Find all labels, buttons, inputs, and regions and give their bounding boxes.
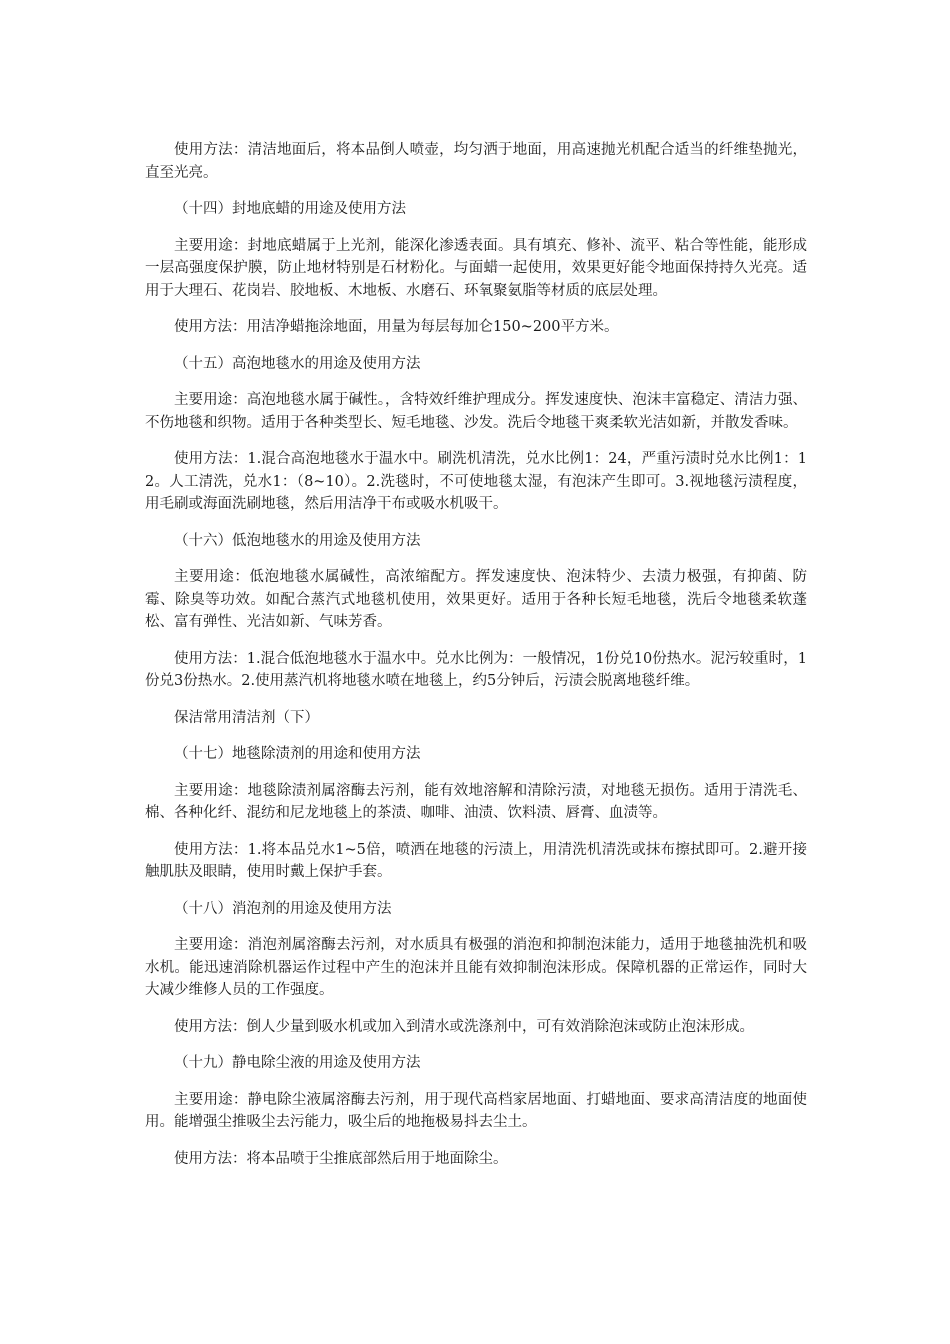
paragraph: 使用方法：用洁净蜡拖涂地面，用量为每层每加仑150~200平方米。 <box>174 319 619 335</box>
document-body <box>145 139 807 1184</box>
section-heading: （十七）地毯除渍剂的用途和使用方法 <box>174 746 421 762</box>
section-heading: （十六）低泡地毯水的用途及使用方法 <box>174 532 421 549</box>
section-heading: （十八）消泡剂的用途及使用方法 <box>174 900 392 917</box>
part-heading: 保洁常用清洁剂（下） <box>174 709 319 726</box>
paragraph: 使用方法：清洁地面后，将本品倒人喷壶，均匀洒于地面，用高速抛光机配合适当的纤维垫抛光，直至光亮。 <box>145 142 807 181</box>
section-heading: （十五）高泡地毯水的用途及使用方法 <box>174 355 421 372</box>
paragraph: 使用方法：1.将本品兑水1~5倍，喷洒在地毯的污渍上，用清洗机清洗或抹布擦拭即可。2.避开接触肌肤及眼睛，使用时戴上保护手套。 <box>145 841 807 880</box>
paragraph: 主要用途：高泡地毯水属于碱性。，含特效纤维护理成分。挥发速度快、泡沫丰富稳定、清洁力强、不伤地毯和织物。适用于各种类型长、短毛地毯、沙发。洗后令地毯干爽柔软光洁如新，并散发香味。 <box>145 392 807 431</box>
paragraph: 使用方法：倒人少量到吸水机或加入到清水或洗涤剂中，可有效消除泡沫或防止泡沫形成。 <box>174 1018 754 1035</box>
paragraph: 使用方法：1.混合低泡地毯水于温水中。兑水比例为：一般情况，1份兑10份热水。泥污较重时，1份兑3份热水。2.使用蒸汽机将地毯水喷在地毯上，约5分钟后，污渍会脱离地毯纤维。 <box>145 650 807 689</box>
section-heading: （十九）静电除尘液的用途及使用方法 <box>174 1055 421 1071</box>
paragraph: 使用方法：1.混合高泡地毯水于温水中。刷洗机清洗，兑水比例1：24，严重污渍时兑水比例1：12。人工清洗，兑水1：（8~10）。2.洗毯时，不可使地毯太湿，有泡沫产生即可。3.视地毯污渍程度，用毛刷或海面洗刷地毯，然后用洁净干布或吸水机吸干。 <box>145 451 807 512</box>
section-heading: （十四）封地底蜡的用途及使用方法 <box>174 201 406 217</box>
paragraph: 主要用途：消泡剂属溶酶去污剂，对水质具有极强的消泡和抑制泡沫能力，适用于地毯抽洗机和吸水机。能迅速消除机器运作过程中产生的泡沫并且能有效抑制泡沫形成。保障机器的正常运作，同时大大减少维修人员的工作强度。 <box>145 937 807 998</box>
paragraph: 主要用途：低泡地毯水属碱性，高浓缩配方。挥发速度快、泡沫特少、去渍力极强，有抑菌、防霉、除臭等功效。如配合蒸汽式地毯机使用，效果更好。适用于各种长短毛地毯，洗后令地毯柔软蓬松、富有弹性、光洁如新、气味芳香。 <box>145 569 807 630</box>
paragraph: 主要用途：地毯除渍剂属溶酶去污剂，能有效地溶解和清除污渍，对地毯无损伤。适用于清洗毛、棉、各种化纤、混纺和尼龙地毯上的茶渍、咖啡、油渍、饮料渍、唇膏、血渍等。 <box>145 782 807 821</box>
paragraph: 使用方法：将本品喷于尘推底部然后用于地面除尘。 <box>174 1150 508 1167</box>
paragraph: 主要用途：静电除尘液属溶酶去污剂，用于现代高档家居地面、打蜡地面、要求高清洁度的地面使用。能增强尘推吸尘去污能力，吸尘后的地拖极易抖去尘土。 <box>145 1091 807 1130</box>
paragraph: 主要用途：封地底蜡属于上光剂，能深化渗透表面。具有填充、修补、流平、粘合等性能，能形成一层高强度保护膜，防止地材特别是石材粉化。与面蜡一起使用，效果更好能令地面保持持久光亮。适用于大理石、花岗岩、胶地板、木地板、水磨石、环氧聚氨脂等材质的底层处理。 <box>145 237 807 299</box>
